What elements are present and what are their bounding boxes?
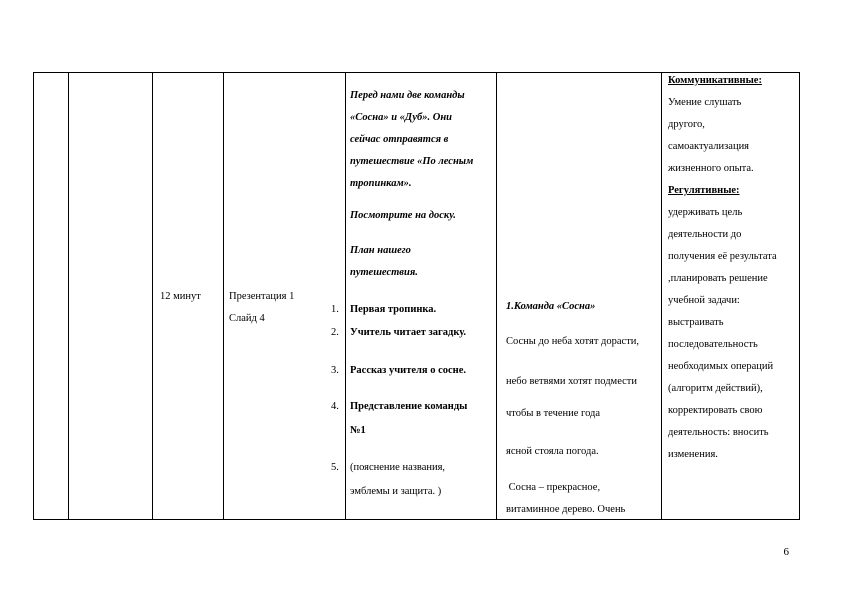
regulative-line: выстраивать (668, 317, 724, 328)
communicative-title: Коммуникативные: (668, 75, 762, 86)
regulative-line: корректировать свою (668, 405, 763, 416)
list-number: 4. (331, 401, 339, 412)
poem-line: ясной стояла погода. (506, 446, 599, 457)
story-line: Сосна – прекрасное, (506, 482, 601, 493)
regulative-line: последовательность (668, 339, 758, 350)
regulative-line: изменения. (668, 449, 718, 460)
communicative-line: Умение слушать (668, 97, 742, 108)
poem-line: небо ветвями хотят подмести (506, 376, 637, 387)
poem-line: чтобы в течение года (506, 408, 601, 419)
intro-line: тропинкам». (350, 178, 412, 189)
time-cell: 12 минут (160, 291, 201, 302)
regulative-line: учебной задачи: (668, 295, 740, 306)
resource-slide: Слайд 4 (229, 313, 265, 324)
list-item: Учитель читает загадку. (350, 327, 467, 338)
list-number: 2. (331, 327, 339, 338)
regulative-line: деятельность: вносить (668, 427, 769, 438)
regulative-line: ,планировать решение (668, 273, 768, 284)
communicative-line: самоактуализация (668, 141, 750, 152)
list-item: эмблемы и защита. ) (350, 486, 442, 497)
resource-presentation: Презентация 1 (229, 291, 295, 302)
intro-line: путешествие «По лесным (350, 156, 474, 167)
page-number: 6 (783, 546, 789, 558)
intro-line: сейчас отправятся в (350, 134, 449, 145)
regulative-title: Регулятивные: (668, 185, 740, 196)
list-item: Первая тропинка. (350, 304, 437, 315)
regulative-line: необходимых операций (668, 361, 774, 372)
look-board-line: Посмотрите на доску. (350, 210, 456, 221)
communicative-line: жизненного опыта. (668, 163, 754, 174)
list-number: 5. (331, 462, 339, 473)
column-divider (223, 72, 224, 520)
poem-line: Сосны до неба хотят дорасти, (506, 336, 640, 347)
regulative-line: удерживать цель (668, 207, 743, 218)
list-number: 1. (331, 304, 339, 315)
regulative-line: деятельности до (668, 229, 742, 240)
communicative-line: другого, (668, 119, 705, 130)
plan-line: План нашего (350, 245, 411, 256)
column-divider (661, 72, 662, 520)
team-heading: 1.Команда «Сосна» (506, 301, 596, 312)
list-item: №1 (350, 425, 366, 436)
regulative-line: получения её результата (668, 251, 777, 262)
column-divider (68, 72, 69, 520)
list-item: Рассказ учителя о сосне. (350, 365, 466, 376)
column-divider (496, 72, 497, 520)
list-item: (пояснение названия, (350, 462, 446, 473)
regulative-line: (алгоритм действий), (668, 383, 763, 394)
list-item: Представление команды (350, 401, 468, 412)
column-divider (152, 72, 153, 520)
column-divider (345, 72, 346, 520)
intro-line: «Сосна» и «Дуб». Они (350, 112, 452, 123)
intro-line: Перед нами две команды (350, 90, 465, 101)
list-number: 3. (331, 365, 339, 376)
story-line: витаминное дерево. Очень (506, 504, 626, 515)
plan-line: путешествия. (350, 267, 418, 278)
